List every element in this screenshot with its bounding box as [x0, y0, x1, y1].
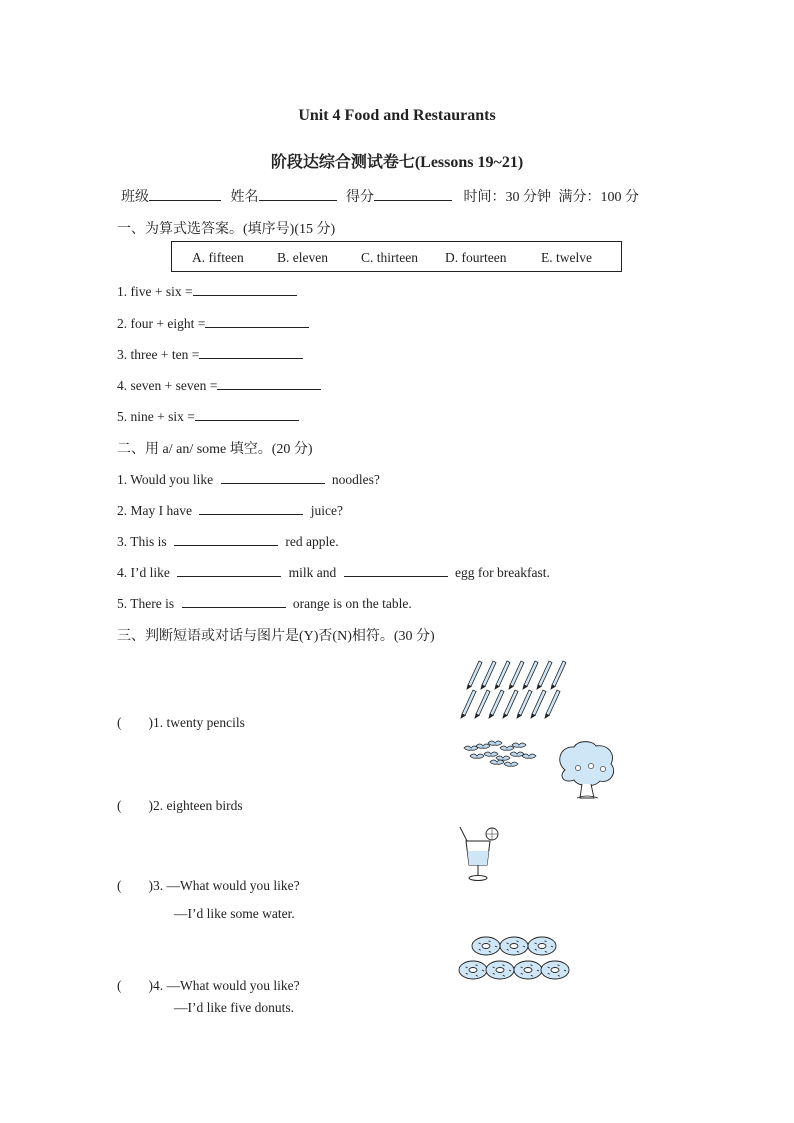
- pencil-icon: [518, 690, 532, 716]
- answer-paren[interactable]: ( ): [117, 798, 153, 813]
- options-box: [171, 241, 622, 272]
- s3-item-text: 1. twenty pencils: [153, 715, 245, 730]
- s2-text-before: 3. This is: [117, 534, 167, 549]
- s2-item-5: [117, 594, 412, 612]
- bird-icon: [512, 743, 526, 747]
- answer-blank[interactable]: [182, 594, 286, 608]
- s2-text-after: orange is on the table.: [292, 596, 412, 611]
- s1-item-5: [117, 407, 299, 425]
- option-d: D. fourteen: [445, 250, 507, 265]
- name-label: 姓名: [230, 190, 259, 205]
- donut-hole-icon: [538, 944, 546, 949]
- bird-icon: [476, 744, 490, 748]
- bird-icon: [504, 762, 518, 766]
- class-label: 班级: [121, 190, 149, 205]
- answer-blank[interactable]: [217, 376, 321, 390]
- pencil-icon: [538, 661, 552, 687]
- s3-item-3-reply: —I’d like some water.: [174, 906, 295, 921]
- s3-item-text: 2. eighteen birds: [153, 798, 243, 813]
- section3-heading: 三、判断短语或对话与图片是(Y)否(N)相符。(30 分): [117, 629, 435, 644]
- pencil-icon: [496, 661, 510, 687]
- donut-hole-icon: [496, 968, 504, 973]
- s2-text-before: 4. I’d like: [117, 565, 170, 580]
- answer-paren[interactable]: ( ): [117, 978, 153, 993]
- s3-item-1: [117, 711, 245, 731]
- pencil-icon: [462, 690, 476, 716]
- pencil-icon: [504, 690, 518, 716]
- s2-text-before: 5. There is: [117, 596, 175, 611]
- pencil-icon: [546, 690, 560, 716]
- s2-text-after: juice?: [310, 503, 343, 518]
- option-c: C. thirteen: [361, 250, 418, 265]
- answer-blank[interactable]: [205, 314, 309, 328]
- answer-blank[interactable]: [221, 470, 325, 484]
- class-blank[interactable]: [149, 187, 221, 201]
- s1-item-4: [117, 376, 321, 394]
- bird-icon: [500, 746, 514, 750]
- answer-blank[interactable]: [177, 563, 281, 577]
- pencil-icon: [532, 690, 546, 716]
- pencil-icon: [552, 661, 566, 687]
- s2-text-middle: milk and: [288, 565, 337, 580]
- info-row: [121, 186, 639, 206]
- s1-item-1: [117, 282, 297, 300]
- answer-blank[interactable]: [199, 501, 303, 515]
- answer-blank[interactable]: [174, 532, 278, 546]
- answer-paren[interactable]: ( ): [117, 878, 153, 893]
- s3-item-4-reply: —I’d like five donuts.: [174, 1000, 294, 1015]
- option-e: E. twelve: [541, 250, 592, 265]
- donut-hole-icon: [524, 968, 532, 973]
- section1-heading: 一、为算式选答案。(填序号)(15 分): [117, 222, 336, 237]
- option-a: A. fifteen: [192, 250, 244, 265]
- s2-item-2: [117, 501, 343, 519]
- full-score-label: 满分：100 分: [558, 190, 639, 205]
- s1-item-text: 1. five + six =: [117, 284, 193, 299]
- s2-text-before: 1. Would you like: [117, 472, 214, 487]
- s3-item-text: 3. —What would you like?: [153, 878, 300, 893]
- s1-item-text: 2. four + eight =: [117, 316, 206, 331]
- tree-icon: [560, 742, 614, 798]
- answer-paren[interactable]: ( ): [117, 715, 153, 730]
- s2-text-after: egg for breakfast.: [455, 565, 550, 580]
- s2-item-1: [117, 470, 380, 488]
- s2-text-before: 2. May I have: [117, 503, 192, 518]
- bird-icon: [496, 756, 510, 760]
- birds-tree-icon: [460, 740, 615, 804]
- s1-item-3: [117, 345, 303, 363]
- pencils-icon: [458, 657, 562, 719]
- answer-blank[interactable]: [344, 563, 448, 577]
- s3-item-4: [117, 974, 300, 994]
- bird-icon: [488, 741, 502, 745]
- donut-hole-icon: [482, 944, 490, 949]
- section2-heading: 二、用 a/ an/ some 填空。(20 分): [117, 442, 313, 457]
- donut-hole-icon: [551, 968, 559, 973]
- option-b: B. eleven: [277, 250, 328, 265]
- donut-hole-icon: [510, 944, 518, 949]
- s1-item-text: 3. three + ten =: [117, 347, 200, 362]
- s3-item-text: 4. —What would you like?: [153, 978, 300, 993]
- pencil-icon: [510, 661, 524, 687]
- pencil-icon: [524, 661, 538, 687]
- s3-item-2: [117, 794, 243, 814]
- s1-item-2: [117, 314, 309, 332]
- bird-icon: [490, 760, 504, 764]
- answer-blank[interactable]: [199, 345, 303, 359]
- s1-item-text: 4. seven + seven =: [117, 378, 218, 393]
- s2-text-after: red apple.: [285, 534, 339, 549]
- bird-icon: [470, 754, 484, 758]
- pencil-icon: [468, 661, 482, 687]
- bird-icon: [522, 754, 536, 758]
- s1-item-text: 5. nine + six =: [117, 409, 195, 424]
- page-subtitle: 阶段达综合测试卷七(Lessons 19~21): [270, 154, 524, 171]
- bird-icon: [464, 746, 478, 750]
- s2-item-4: [117, 563, 550, 581]
- answer-blank[interactable]: [195, 407, 299, 421]
- pencil-icon: [476, 690, 490, 716]
- bird-icon: [484, 752, 498, 756]
- pencil-icon: [482, 661, 496, 687]
- s2-item-3: [117, 532, 339, 550]
- name-blank[interactable]: [259, 187, 337, 201]
- answer-blank[interactable]: [193, 282, 297, 296]
- score-label: 得分: [346, 190, 374, 205]
- score-blank[interactable]: [374, 187, 452, 201]
- page-title: Unit 4 Food and Restaurants: [298, 107, 496, 124]
- donuts-icon: [456, 935, 571, 983]
- donut-hole-icon: [469, 968, 477, 973]
- water-glass-icon: [456, 825, 502, 883]
- time-label: 时间：30 分钟: [463, 190, 551, 205]
- pencil-icon: [490, 690, 504, 716]
- s3-item-3: [117, 874, 300, 894]
- s2-text-after: noodles?: [331, 472, 380, 487]
